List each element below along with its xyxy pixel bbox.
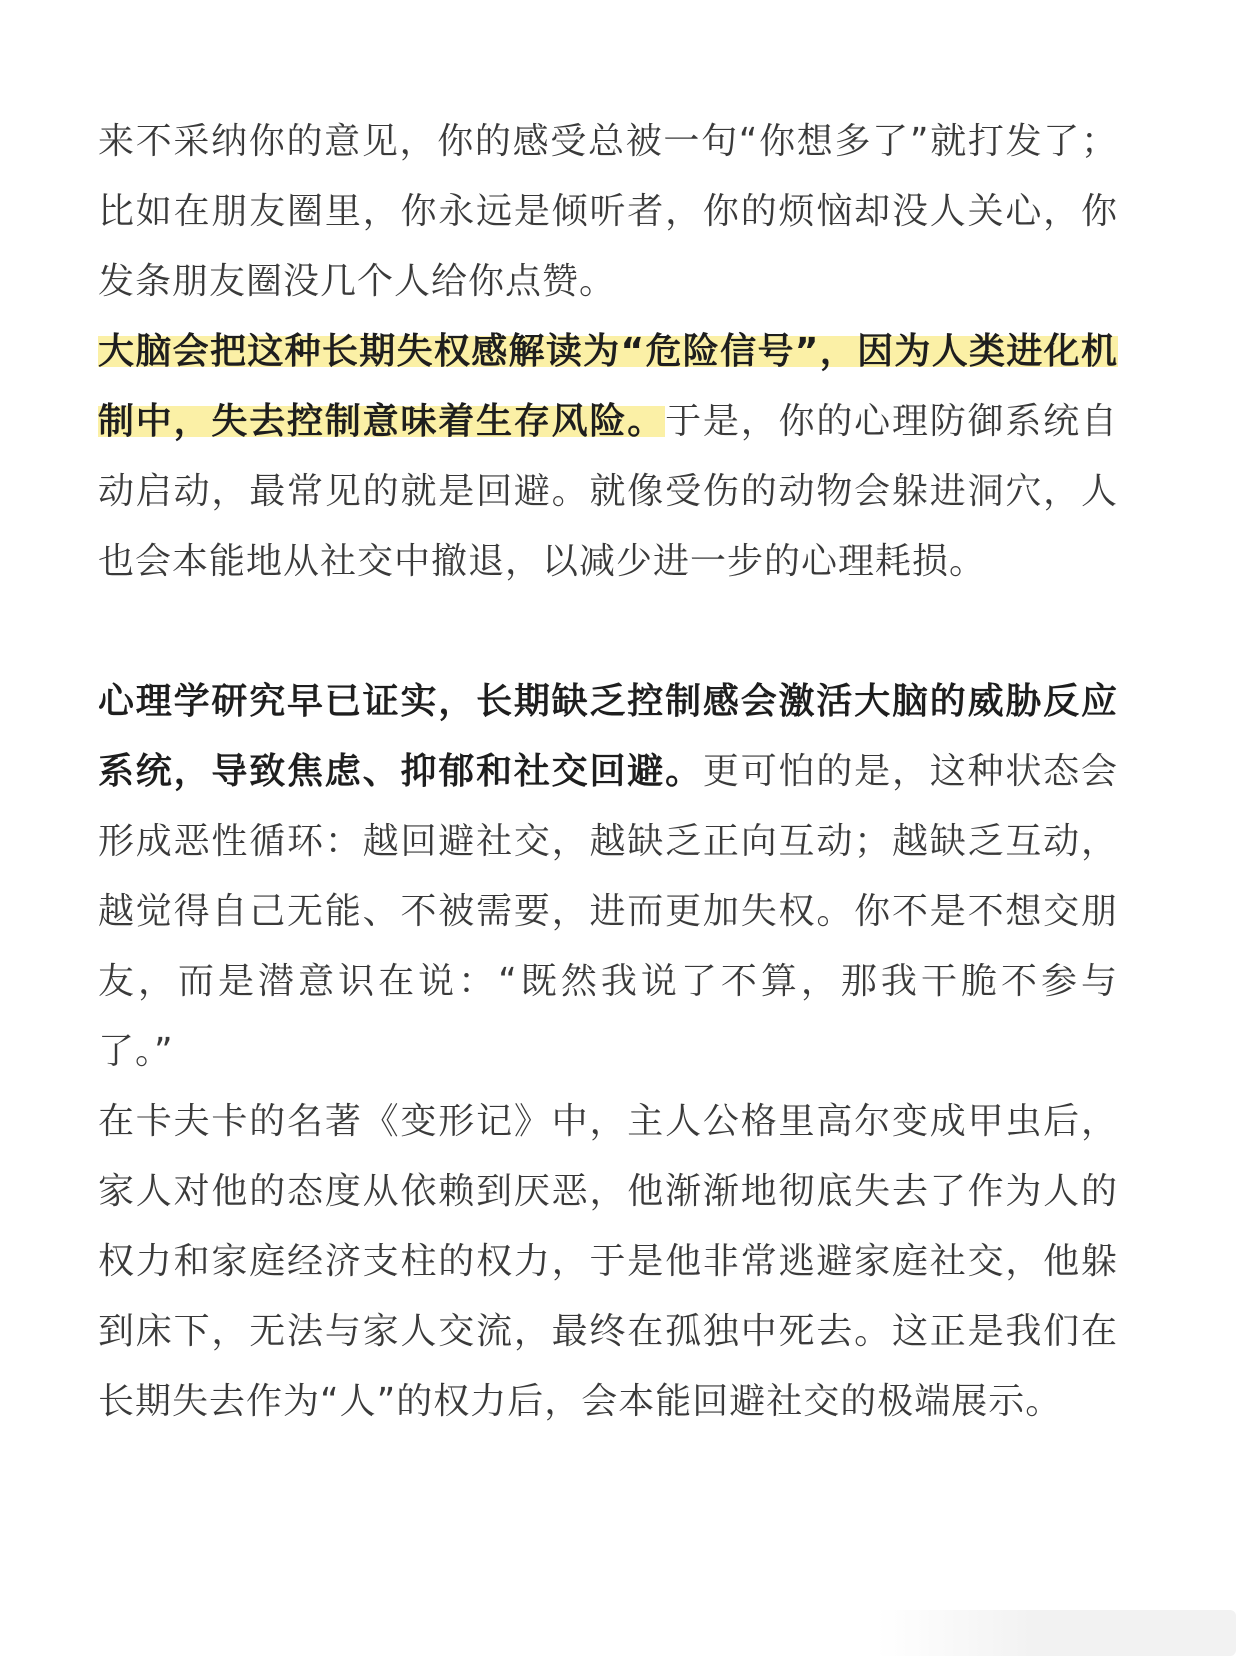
paragraph-3 bbox=[98, 667, 1118, 1087]
paragraph-1 bbox=[98, 107, 1118, 317]
paragraph-3-text: 更可怕的是，这种状态会形成恶性循环：越回避社交，越缺乏正向互动；越缺乏互动，越觉得自己无能、不被需要，进而更加失权。你不是不想交朋友，而是潜意识在说：“既然我说了不算，那我干脆不参与了。” bbox=[98, 751, 1118, 1072]
paragraph-2 bbox=[98, 317, 1118, 597]
paragraph-1-text: 来不采纳你的意见，你的感受总被一句“你想多了”就打发了；比如在朋友圈里，你永远是倾听者，你的烦恼却没人关心，你发条朋友圈没几个人给你点赞。 bbox=[98, 121, 1118, 302]
highlighted-sentence: 大脑会把这种长期失权感解读为“危险信号”，因为人类进化机制中，失去控制意味着生存风险。 bbox=[98, 331, 1118, 442]
article-body bbox=[98, 107, 1118, 1437]
bold-sentence: 心理学研究早已证实，长期缺乏控制感会激活大脑的威胁反应系统，导致焦虑、抑郁和社交回避。 bbox=[98, 681, 1118, 792]
paragraph-4-text: 在卡夫卡的名著《变形记》中，主人公格里高尔变成甲虫后，家人对他的态度从依赖到厌恶，他渐渐地彻底失去了作为人的权力和家庭经济支柱的权力，于是他非常逃避家庭社交，他躲到床下，无法与家人交流，最终在孤独中死去。这正是我们在长期失去作为“人”的权力后，会本能回避社交的极端展示。 bbox=[98, 1101, 1118, 1422]
paragraph-spacer bbox=[98, 597, 1118, 667]
watermark-strip bbox=[876, 1610, 1236, 1656]
paragraph-2-text: 于是，你的心理防御系统自动启动，最常见的就是回避。就像受伤的动物会躲进洞穴，人也会本能地从社交中撤退，以减少进一步的心理耗损。 bbox=[98, 401, 1118, 582]
paragraph-4 bbox=[98, 1087, 1118, 1437]
